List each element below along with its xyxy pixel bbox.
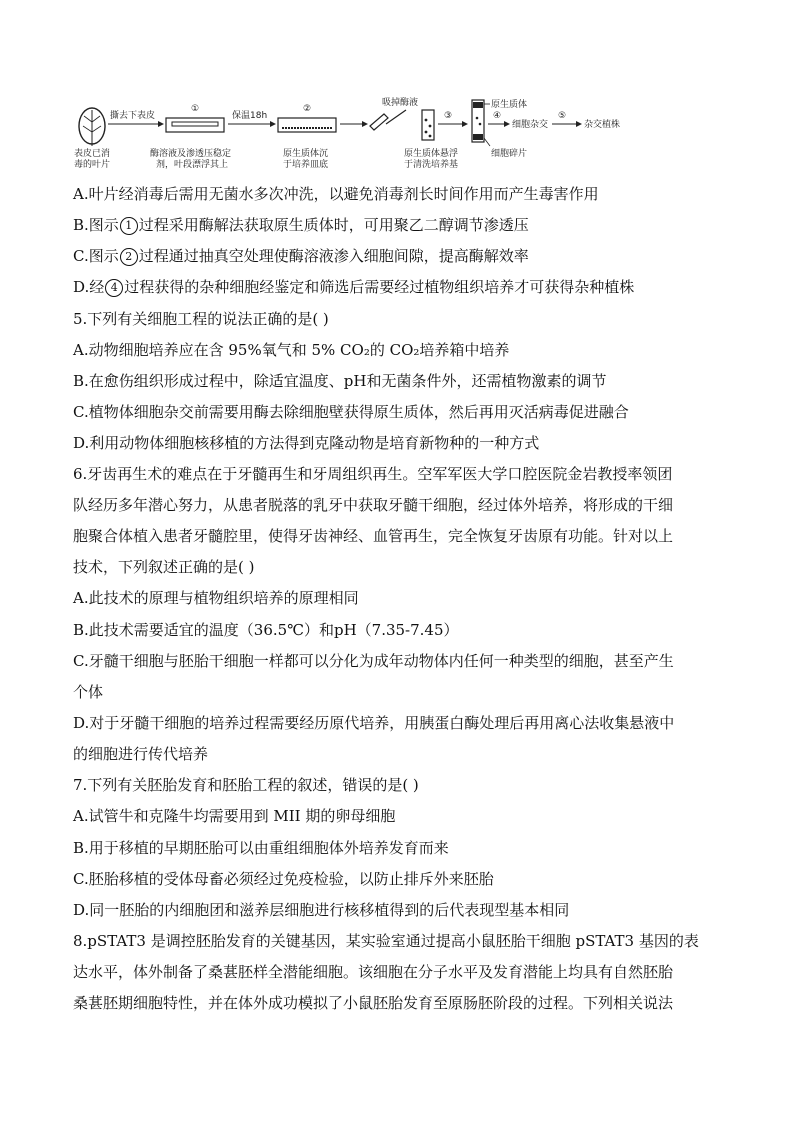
- q8-stem-line-3: 桑葚胚期细胞特性，并在体外成功模拟了小鼠胚胎发育至原肠胚阶段的过程。下列相关说法: [73, 994, 674, 1012]
- enzyme-label-2: 剂，叶段漂浮其上: [156, 160, 229, 170]
- enzyme-dish-icon: [166, 118, 224, 132]
- centrifuge-tube-icon: [472, 100, 490, 146]
- option-text: 过程采用酶解法获取原生质体时，可用聚乙二醇调节渗透压: [138, 216, 529, 234]
- suspend-label-2: 于清洗培养基: [404, 160, 459, 170]
- q6-stem-line-3: 胞聚合体植入患者牙髓腔里，使得牙齿神经、血管再生，完全恢复牙齿原有功能。针对以上: [73, 527, 674, 545]
- q6-option-b: B.此技术需要适宜的温度（36.5℃）和pH（7.35-7.45）: [73, 621, 459, 639]
- leaf-label-2: 毒的叶片: [74, 160, 111, 170]
- option-prefix: B.图示: [73, 216, 119, 234]
- step2-label: ②: [303, 104, 312, 114]
- suck-label: 吸掉酶液: [382, 98, 419, 108]
- step3-label: ③: [444, 111, 453, 121]
- q6-option-d-line-1: D.对于牙髓干细胞的培养过程需要经历原代培养，用胰蛋白酶处理后再用离心法收集悬液中: [73, 714, 675, 732]
- q7-option-d: D.同一胚胎的内细胞团和滋养层细胞进行核移植得到的后代表现型基本相同: [73, 901, 570, 919]
- q6-stem-line-1: 6.牙齿再生术的难点在于牙髓再生和牙周组织再生。空军军医大学口腔医院金岩教授率领团: [73, 465, 673, 483]
- q6-option-a: A.此技术的原理与植物组织培养的原理相同: [73, 589, 359, 607]
- incubate-label: 保温18h: [232, 111, 268, 121]
- hybrid-label: 杂交植株: [584, 120, 621, 130]
- circled-number: 1: [120, 217, 138, 235]
- protoplast-process-diagram: [70, 96, 730, 174]
- circled-number: 4: [105, 279, 123, 297]
- q5-option-b: B.在愈伤组织形成过程中，除适宜温度、pH和无菌条件外，还需植物激素的调节: [73, 372, 607, 390]
- step1-label: ①: [191, 104, 200, 114]
- step4-label: ④: [493, 111, 502, 121]
- option-text: 过程获得的杂种细胞经鉴定和筛选后需要经过植物组织培养才可获得杂种植株: [124, 278, 635, 296]
- protoplast-label: 原生质体: [491, 100, 528, 110]
- arrow-head-icon: [462, 121, 468, 127]
- circled-number: 2: [120, 248, 138, 266]
- pipette-icon: [370, 110, 406, 130]
- arrow-head-icon: [504, 121, 510, 127]
- q6-option-c-line-2: 个体: [73, 683, 104, 701]
- option-text: 过程通过抽真空处理使酶溶液渗入细胞间隙，提高酶解效率: [138, 247, 529, 265]
- q6-stem-line-2: 队经历多年潜心努力，从患者脱落的乳牙中获取牙髓干细胞，经过体外培养，将形成的干细: [73, 496, 674, 514]
- q4-option-d: [73, 277, 634, 297]
- step-tear-label: 撕去下表皮: [110, 111, 156, 121]
- arrow-head-icon: [576, 121, 582, 127]
- sediment-dish-icon: [278, 118, 336, 132]
- q7-option-a: A.试管牛和克隆牛均需要用到 MII 期的卵母细胞: [73, 807, 396, 825]
- q4-option-b: [73, 215, 529, 235]
- q6-option-d-line-2: 的细胞进行传代培养: [73, 745, 209, 763]
- tube-icon: [422, 110, 434, 140]
- arrow-head-icon: [158, 121, 164, 127]
- q5-option-c: C.植物体细胞杂交前需要用酶去除细胞壁获得原生质体，然后再用灭活病毒促进融合: [73, 403, 629, 421]
- q6-stem-line-4: 技术，下列叙述正确的是( ): [73, 558, 255, 576]
- option-prefix: C.图示: [73, 247, 119, 265]
- q5-stem: 5.下列有关细胞工程的说法正确的是( ): [73, 310, 329, 328]
- q7-option-c: C.胚胎移植的受体母畜必须经过免疫检验，以防止排斥外来胚胎: [73, 870, 494, 888]
- option-prefix: D.经: [73, 278, 105, 296]
- arrow-head-icon: [270, 121, 276, 127]
- q5-option-a: A.动物细胞培养应在含 95%氧气和 5% CO₂的 CO₂培养箱中培养: [73, 341, 510, 359]
- suspend-label-1: 原生质体悬浮: [404, 149, 459, 159]
- leaf-icon: [79, 108, 105, 146]
- fusion-label: 细胞杂交: [512, 120, 549, 130]
- q4-option-a: A.叶片经消毒后需用无菌水多次冲洗，以避免消毒剂长时间作用而产生毒害作用: [73, 185, 599, 203]
- step5-label: ⑤: [558, 111, 567, 121]
- arrow-head-icon: [362, 121, 368, 127]
- sink-label-1: 原生质体沉: [283, 149, 329, 159]
- enzyme-label-1: 酶溶液及渗透压稳定: [150, 149, 232, 159]
- q7-stem: 7.下列有关胚胎发育和胚胎工程的叙述，错误的是( ): [73, 776, 419, 794]
- leaf-label-1: 表皮已消: [74, 149, 111, 159]
- q8-stem-line-1: 8.pSTAT3 是调控胚胎发育的关键基因，某实验室通过提高小鼠胚胎干细胞 pSTAT3 基因的表: [73, 932, 699, 950]
- sink-label-2: 于培养皿底: [283, 160, 329, 170]
- q4-option-c: [73, 246, 529, 266]
- q5-option-d: D.利用动物体细胞核移植的方法得到克隆动物是培育新物种的一种方式: [73, 434, 540, 452]
- q7-option-b: B.用于移植的早期胚胎可以由重组细胞体外培养发育而来: [73, 839, 449, 857]
- q8-stem-line-2: 达水平，体外制备了桑葚胚样全潜能细胞。该细胞在分子水平及发育潜能上均具有自然胚胎: [73, 963, 674, 981]
- debris-label: 细胞碎片: [491, 149, 528, 159]
- q6-option-c-line-1: C.牙髓干细胞与胚胎干细胞一样都可以分化为成年动物体内任何一种类型的细胞，甚至产生: [73, 652, 674, 670]
